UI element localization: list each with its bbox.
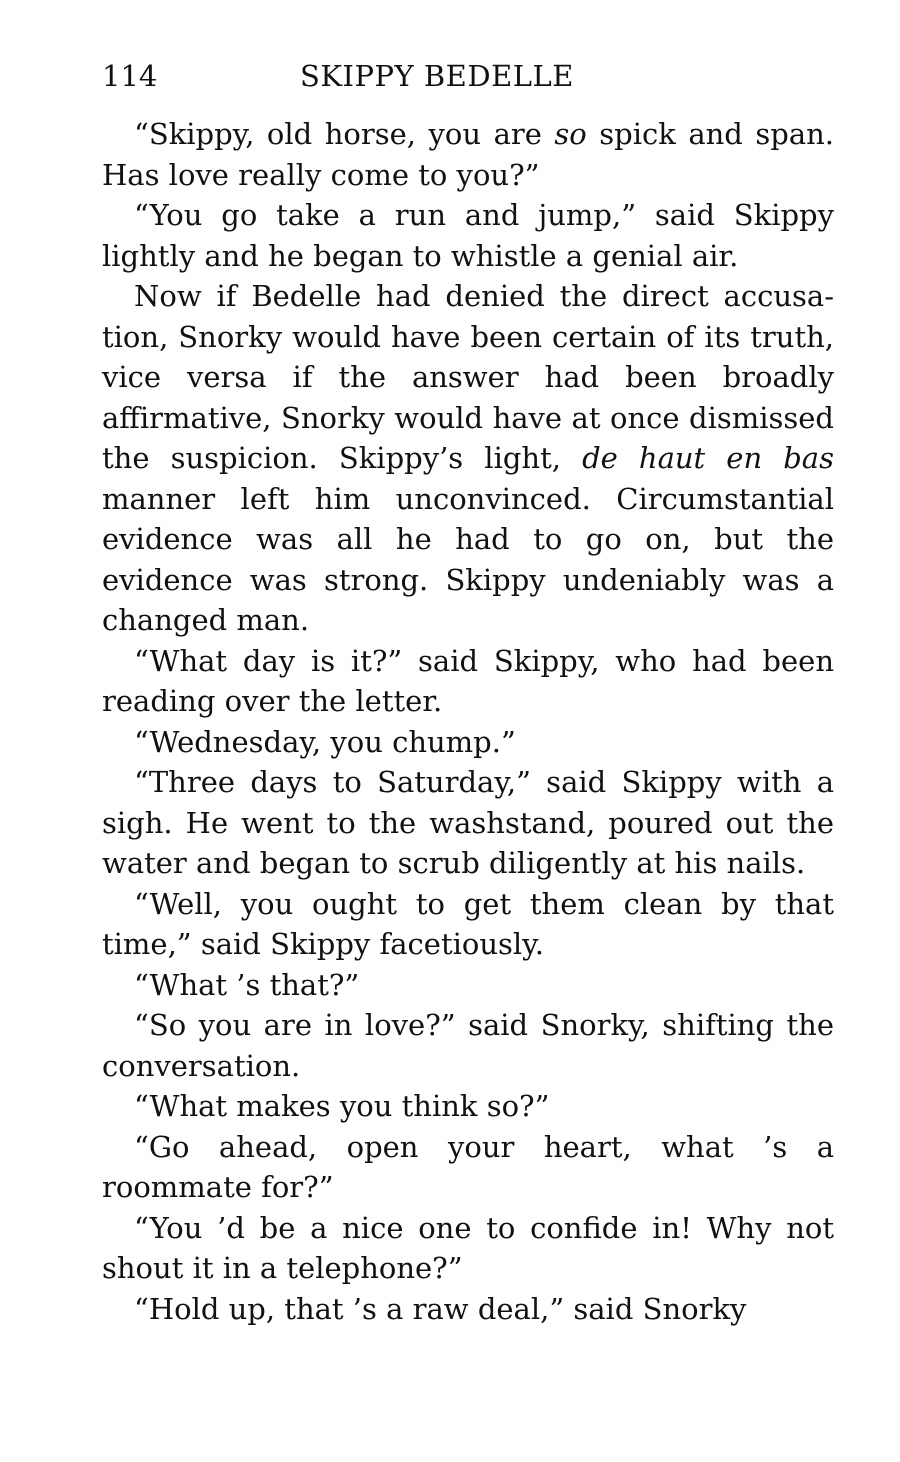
body-text xyxy=(102,114,834,1329)
paragraph: “Hold up, that ’s a raw deal,” said Snorky xyxy=(134,1291,747,1326)
paragraph: “Three days to Saturday,” said Skippy with a sigh. He went to the washstand, poured out the water and began to scrub diligently at his nails. xyxy=(102,765,834,880)
paragraph: “Well, you ought to get them clean by that time,” said Skippy facetiously. xyxy=(102,886,834,961)
paragraph xyxy=(102,276,834,641)
paragraph: “You ’d be a nice one to confide in! Why not shout it in a telephone?” xyxy=(102,1210,834,1285)
running-head xyxy=(102,56,834,96)
paragraph xyxy=(102,114,834,195)
paragraph: “Wednesday, you chump.” xyxy=(134,724,516,759)
paragraph-text: “Skippy, old horse, you are xyxy=(134,117,555,151)
paragraph-text: Now if Bedelle had denied the direct accusation, Snorky would have been certain of its truth, vice versa if the answer had been broadly affirmative, Snorky would have at once dismissed the suspicion. Skippy’s light, xyxy=(102,279,834,475)
page-number: 114 xyxy=(102,59,158,93)
paragraph: “So you are in love?” said Snorky, shifting the conversation. xyxy=(102,1008,834,1083)
italic-text: so xyxy=(554,117,587,151)
paragraph: “What ’s that?” xyxy=(134,967,360,1002)
paragraph: “What day is it?” said Skippy, who had been reading over the letter. xyxy=(102,643,834,718)
paragraph-text: manner left him unconvinced. Circumstantial evidence was all he had to go on, but the evidence was strong. Skippy undeniably was a changed man. xyxy=(102,481,834,637)
paragraph: “You go take a run and jump,” said Skippy lightly and he began to whistle a genial air. xyxy=(102,198,834,273)
running-title: SKIPPY BEDELLE xyxy=(300,59,574,93)
book-page xyxy=(102,56,834,1329)
paragraph: “Go ahead, open your heart, what ’s a roommate for?” xyxy=(102,1129,834,1204)
italic-text: de haut en bas xyxy=(582,441,834,475)
paragraph: “What makes you think so?” xyxy=(134,1089,550,1123)
paragraph-text: spick and span. Has love really come to you?” xyxy=(102,117,834,192)
